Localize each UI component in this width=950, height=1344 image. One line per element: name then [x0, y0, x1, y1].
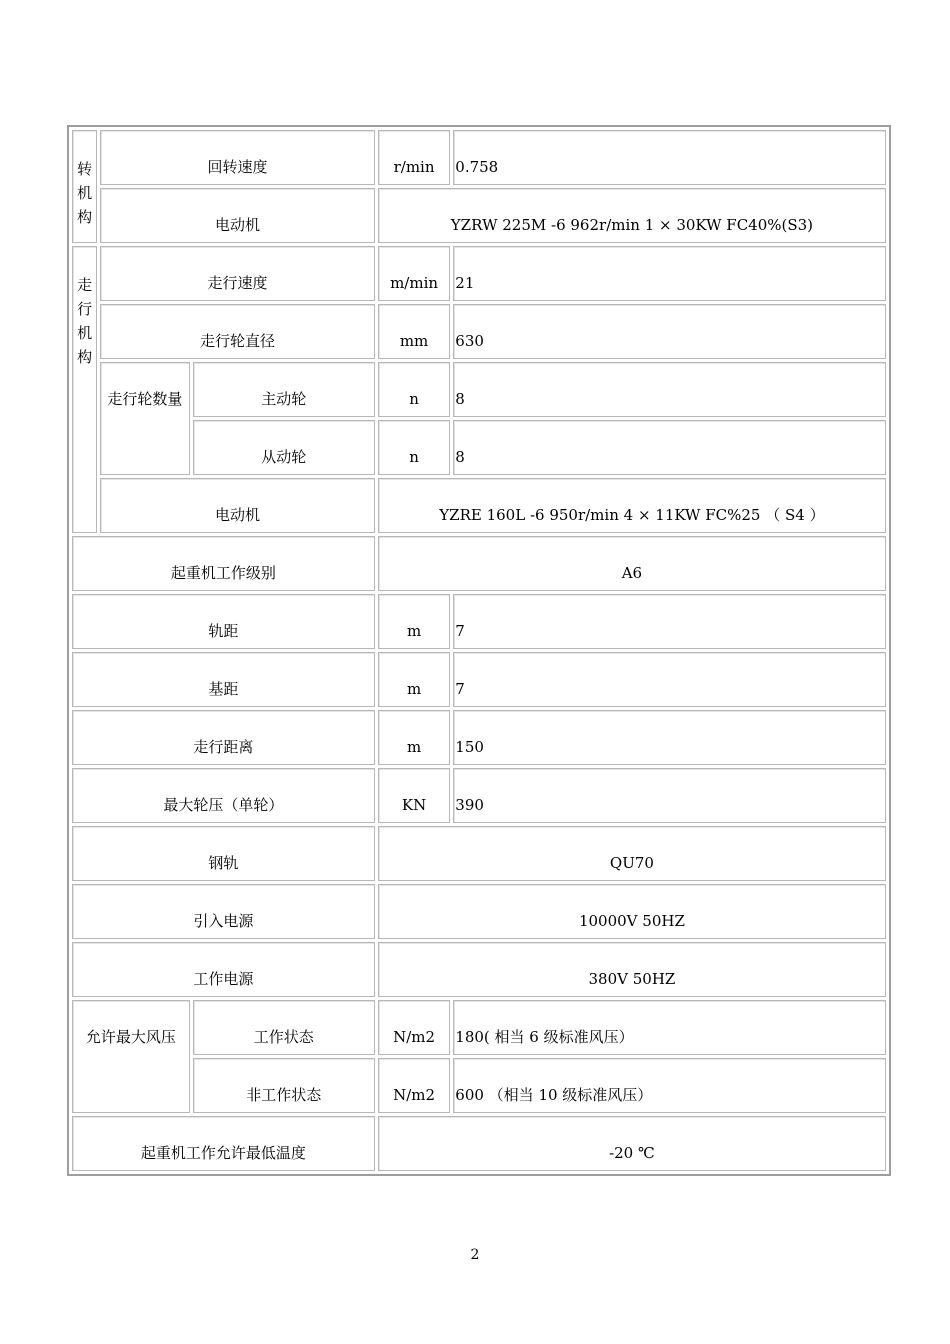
wind-working-unit: N/m2 — [378, 1000, 450, 1055]
table-row — [72, 710, 886, 765]
table-row — [72, 1058, 886, 1113]
driving-wheel-unit: n — [378, 362, 450, 417]
table-row — [72, 188, 886, 243]
rotation-motor-value: YZRW 225M -6 962r/min 1 × 30KW FC40%(S3) — [378, 188, 886, 243]
working-power-value: 380V 50HZ — [378, 942, 886, 997]
spec-table — [67, 125, 891, 1176]
min-temp-value: -20 ℃ — [378, 1116, 886, 1171]
table-row — [72, 362, 886, 417]
wheel-diameter-value: 630 — [453, 304, 886, 359]
table-row — [72, 536, 886, 591]
wind-working-label: 工作状态 — [193, 1000, 375, 1055]
driven-wheel-value: 8 — [453, 420, 886, 475]
gauge-label: 轨距 — [72, 594, 375, 649]
travel-distance-value: 150 — [453, 710, 886, 765]
rail-value: QU70 — [378, 826, 886, 881]
driven-wheel-label: 从动轮 — [193, 420, 375, 475]
wind-non-working-unit: N/m2 — [378, 1058, 450, 1113]
category-rotation: 转机构 — [72, 130, 97, 243]
max-wheel-load-value: 390 — [453, 768, 886, 823]
rotation-speed-value: 0.758 — [453, 130, 886, 185]
table-row — [72, 304, 886, 359]
wind-non-working-value: 600 （相当 10 级标准风压） — [453, 1058, 886, 1113]
table-row — [72, 942, 886, 997]
min-temp-label: 起重机工作允许最低温度 — [72, 1116, 375, 1171]
table-row — [72, 420, 886, 475]
table-row — [72, 478, 886, 533]
travel-distance-label: 走行距离 — [72, 710, 375, 765]
base-unit: m — [378, 652, 450, 707]
travel-speed-label: 走行速度 — [100, 246, 375, 301]
travel-distance-unit: m — [378, 710, 450, 765]
rotation-motor-label: 电动机 — [100, 188, 375, 243]
wind-pressure-label: 允许最大风压 — [72, 1000, 190, 1113]
category-travel: 走行机构 — [72, 246, 97, 533]
table-row — [72, 246, 886, 301]
page-number: 2 — [470, 1247, 480, 1263]
base-label: 基距 — [72, 652, 375, 707]
base-value: 7 — [453, 652, 886, 707]
table-row — [72, 652, 886, 707]
table-row — [72, 826, 886, 881]
gauge-value: 7 — [453, 594, 886, 649]
wind-working-value: 180( 相当 6 级标准风压） — [453, 1000, 886, 1055]
table-row — [72, 884, 886, 939]
table-row — [72, 768, 886, 823]
work-class-label: 起重机工作级别 — [72, 536, 375, 591]
travel-speed-value: 21 — [453, 246, 886, 301]
incoming-power-value: 10000V 50HZ — [378, 884, 886, 939]
rail-label: 钢轨 — [72, 826, 375, 881]
driven-wheel-unit: n — [378, 420, 450, 475]
wheel-count-label: 走行轮数量 — [100, 362, 190, 475]
rotation-speed-unit: r/min — [378, 130, 450, 185]
table-row — [72, 1116, 886, 1171]
driving-wheel-label: 主动轮 — [193, 362, 375, 417]
table-row — [72, 594, 886, 649]
driving-wheel-value: 8 — [453, 362, 886, 417]
table-row — [72, 1000, 886, 1055]
travel-motor-label: 电动机 — [100, 478, 375, 533]
max-wheel-load-unit: KN — [378, 768, 450, 823]
working-power-label: 工作电源 — [72, 942, 375, 997]
incoming-power-label: 引入电源 — [72, 884, 375, 939]
rotation-speed-label: 回转速度 — [100, 130, 375, 185]
travel-speed-unit: m/min — [378, 246, 450, 301]
wheel-diameter-label: 走行轮直径 — [100, 304, 375, 359]
work-class-value: A6 — [378, 536, 886, 591]
table-row — [72, 130, 886, 185]
travel-motor-value: YZRE 160L -6 950r/min 4 × 11KW FC%25 （ S4 ） — [378, 478, 886, 533]
max-wheel-load-label: 最大轮压（单轮） — [72, 768, 375, 823]
gauge-unit: m — [378, 594, 450, 649]
wind-non-working-label: 非工作状态 — [193, 1058, 375, 1113]
wheel-diameter-unit: mm — [378, 304, 450, 359]
